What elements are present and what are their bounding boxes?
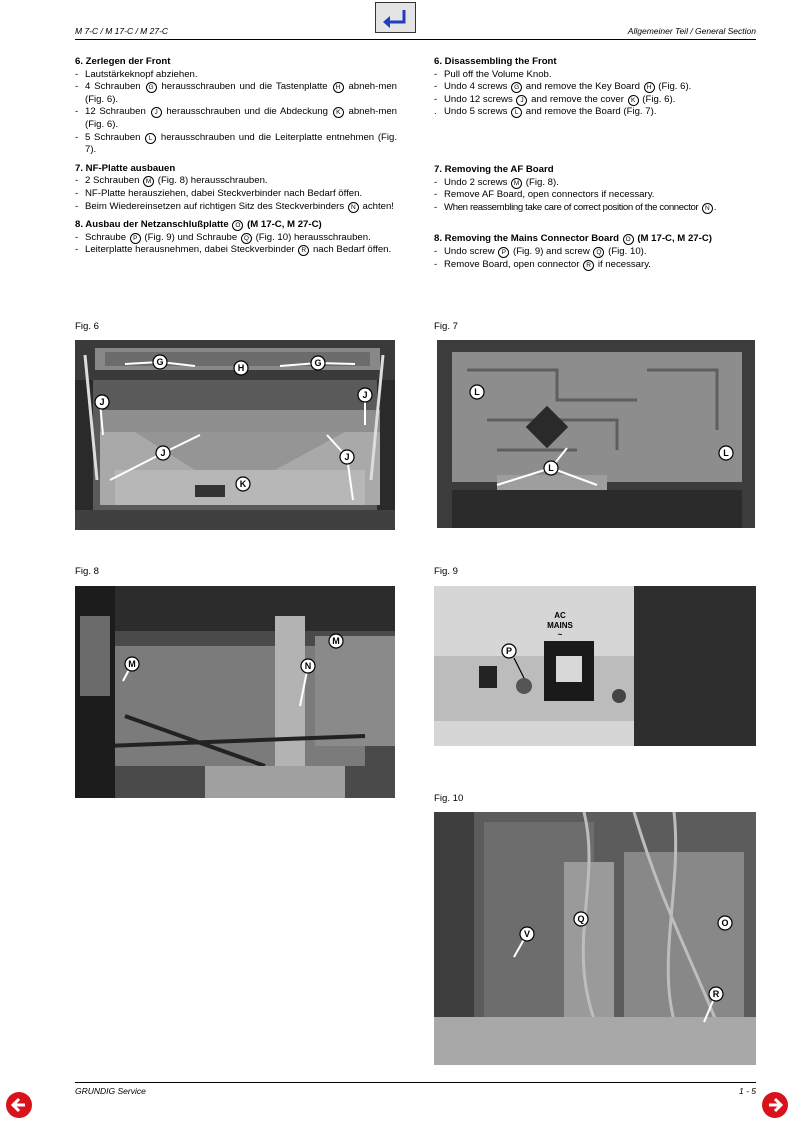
ref-marker: K [628,95,639,106]
svg-text:L: L [548,463,554,473]
callout-J [358,388,372,402]
svg-text:J: J [344,452,350,462]
svg-text:M: M [332,636,340,646]
back-button[interactable] [375,2,416,33]
callout-L [470,385,484,399]
list-item: - Beim Wiedereinsetzen auf richtigen Sitz des Steckverbinders N achten! [75,200,394,212]
ref-marker: Q [593,247,604,258]
fig6-label: Fig. 6 [75,321,99,332]
ref-marker: Q [241,233,252,244]
svg-text:R: R [712,989,720,999]
callout-J [156,446,170,460]
callout-G [311,356,325,370]
en-s8-title: 8. Removing the Mains Connector Board O (M 17-C, M 27-C) [434,233,712,245]
de-section-7 [75,163,397,213]
ac-label: AC [554,611,566,620]
svg-text:J: J [362,390,368,400]
fig9-photo [434,586,756,746]
callout-N [301,659,315,673]
de-section-6 [75,56,397,157]
callout-Q [574,912,588,926]
svg-text:M: M [128,659,136,669]
callout-O [718,916,732,930]
prev-page-button[interactable] [6,1092,32,1118]
list-item: . Undo 5 screws L and remove the Board (Fig. 7). [434,106,657,118]
header-section-title: Allgemeiner Teil / General Section [627,26,756,36]
fig9-label: Fig. 9 [434,566,458,577]
list-item: - Undo screw P (Fig. 9) and screw Q (Fig. 10). [434,245,647,257]
svg-text:K: K [239,479,247,489]
callout-L [719,446,733,460]
de-s6-title: 6. Zerlegen der Front [75,56,171,67]
fig8-photo [75,586,395,798]
header-rule [75,39,756,40]
header-model-list: M 7-C / M 17-C / M 27-C [75,26,169,36]
ref-marker: O [232,220,243,231]
ref-marker: J [151,107,162,118]
list-item: - Lautstärkeknopf abziehen. [75,68,198,80]
ref-marker: G [146,82,157,93]
de-s7-title: 7. NF-Platte ausbauen [75,162,176,174]
list-item: - 4 Schrauben G herausschrauben und die Tastenplatte H abneh-men (Fig. 6). [75,81,398,105]
list-item: - Pull off the Volume Knob. [434,68,552,80]
en-s6-title: 6. Disassembling the Front [434,56,557,67]
footer-rule [75,1082,756,1083]
ref-marker: H [644,82,655,93]
prev-page-arrow-icon [6,1092,32,1118]
svg-text:J: J [160,448,166,458]
list-item: - Remove AF Board, open connectors if necessary. [434,189,655,201]
callout-M [125,657,139,671]
ref-marker: G [511,82,522,93]
ref-marker: L [145,133,156,144]
fig10-photo [434,812,756,1065]
list-item: - NF-Platte herausziehen, dabei Steckverbinder nach Bedarf öffen. [75,187,363,199]
de-s8-title: 8. Ausbau der Netzanschlußplatte O (M 17-C, M 27-C) [75,219,322,231]
fig10-label: Fig. 10 [434,793,464,804]
ref-marker: N [348,202,359,213]
callout-R [709,987,723,1001]
ref-marker: R [583,260,594,271]
svg-text:V: V [523,929,531,939]
fig7-label: Fig. 7 [434,321,458,332]
svg-text:P: P [505,646,513,656]
svg-text:J: J [99,397,105,407]
fig8-label: Fig. 8 [75,566,99,577]
fig9-illustration [434,586,756,746]
list-item: - Leiterplatte herausnehmen, dabei Steckverbinder R nach Bedarf öffen. [75,244,392,256]
list-item: - Schraube P (Fig. 9) und Schraube Q (Fig. 10) herausschrauben. [75,231,371,243]
list-item: - Remove Board, open connector R if necessary. [434,258,651,270]
en-section-6 [434,56,756,119]
fig7-photo [437,340,755,528]
list-item: - 2 Schrauben M (Fig. 8) herausschrauben. [75,175,268,187]
footer-brand: GRUNDIG Service [75,1086,146,1096]
en-section-7 [434,164,756,214]
back-arrow-icon [376,3,415,32]
svg-text:N: N [304,661,312,671]
callout-J [95,395,109,409]
callout-L [544,461,558,475]
page-number: 1 - 5 [738,1086,756,1096]
callout-K [236,477,250,491]
ref-marker: O [623,234,634,245]
de-section-8 [75,219,397,257]
callout-J [340,450,354,464]
fig7-illustration [437,340,755,528]
list-item: - 12 Schrauben J herausschrauben und die Abdeckung K abneh-men (Fig. 6). [75,106,398,130]
callout-H [234,361,248,375]
fig6-illustration [75,340,395,530]
ref-marker: M [511,178,522,189]
en-section-8 [434,233,756,271]
fig10-illustration [434,812,756,1065]
ac-symbol: ~ [557,630,563,639]
ref-marker: J [516,95,527,106]
ref-marker: N [702,203,713,214]
ref-marker: L [511,107,522,118]
ref-marker: H [333,82,344,93]
ref-marker: P [130,233,141,244]
callout-G [153,355,167,369]
svg-text:H: H [237,363,245,373]
next-page-arrow-icon [762,1092,788,1118]
fig6-photo [75,340,395,530]
ref-marker: M [143,176,154,187]
next-page-button[interactable] [762,1092,788,1118]
mains-label: MAINS [547,621,573,630]
ref-marker: R [298,245,309,256]
en-s7-title: 7. Removing the AF Board [434,163,554,175]
callout-M [329,634,343,648]
callout-P [502,644,516,658]
list-item: - When reassembling take care of correct position of the connector N . [434,201,717,213]
ref-marker: K [333,107,344,118]
list-item: - Undo 4 screws G and remove the Key Board H (Fig. 6). [434,81,692,93]
english-column [434,56,756,271]
fig8-illustration [75,586,395,798]
svg-text:L: L [474,387,480,397]
svg-text:G: G [314,358,322,368]
list-item: - Undo 12 screws J and remove the cover K (Fig. 6). [434,93,676,105]
svg-text:Q: Q [577,914,585,924]
list-item: - Undo 2 screws M (Fig. 8). [434,176,559,188]
callout-V [520,927,534,941]
german-column [75,56,397,257]
svg-text:L: L [723,448,729,458]
list-item: - 5 Schrauben L herausschrauben und die Leiterplatte entnehmen (Fig. 7). [75,131,398,156]
svg-text:O: O [721,918,729,928]
ref-marker: P [498,247,509,258]
svg-text:G: G [156,357,164,367]
